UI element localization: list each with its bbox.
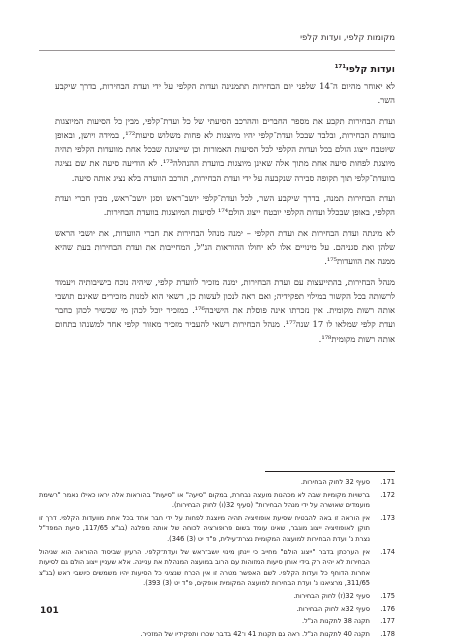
- running-head: מקומות קלפי, ועדות קלפי: [300, 33, 395, 43]
- paragraph: מנהל הבחירות, בהתייעצות עם ועדת הבחירות, ימנה מזכיר לוועדת קלפי, שיהיה נוכח בישיבותיה ויעמוד לרשותה בכל הקשור במילוי תפקידיה; ואם ראה לנכון לעשות כן, רשאי הוא למנות מזכירים שאינם תושבי אותה רשות מקומית. אין נזכרתו אינה פוסלת את הישיבה¹⁷⁶. כמזכיר יוכל לכהן מי שכשיר לכהן כחבר ועדת קלפי שמלאו לו 17 שנה¹⁷⁷. מנהל הבחירות רשאי להעביר מזכיר מאזור קלפי אחד למשנהו בתחום אותה רשות מקומית¹⁷⁸.: [55, 276, 395, 344]
- footnote-number: 177.: [380, 617, 395, 626]
- footnote: [39, 604, 395, 615]
- footnote-text: תקנה 40 לתקנות הנ"ל. ראה גם תקנות 41 ו־42 בדבר שכרו ותפקידיו של המזכיר.: [140, 629, 370, 638]
- footnote: [39, 616, 395, 627]
- footnote-text: סעיף 32א לחוק הבחירות.: [296, 604, 370, 613]
- section-title-text: ועדות קלפי: [346, 64, 395, 75]
- footnote-number: 171.: [380, 478, 395, 486]
- footnote-number: 174.: [380, 547, 395, 556]
- footnote-text: ברשויות מקומיות שבה לא מכהנות מועצה נבחרת, במקום "סיעה" או "סיעות" בהוראות אלה יראו כאילו נאמר "רשימת מועמדים שאושרה על ידי מנהל הבחירות" (סעיף 32(ו) לחוק הבחירות).: [39, 490, 370, 510]
- footnote: [39, 629, 395, 640]
- paragraph: ועדת הבחירות תקבע את מספר החברים וההרכב הסיעתי של כל ועדת־קלפי, מבין כל הסיעות המיוצגות בוועדת הבחירות, ובלבד שבכל ועדת־קלפי יהיו מיוצגות לא פחות משלוש סיעות¹⁷², במידה ויושן, ובאופן שיוטבח ייצוג הולם בכל ועדות הקלפי לכל הסיעות האמורות וכן שייצוגה שבכל אחת מוועדות הקלפי תהיה מיוצגת לפחות סיעה אחת מתוך אלה שאינן מיוצגות בוועדת ההנהלה¹⁷³. לא הודיעה סיעה את שם נציגה בוועדת־קלפי תוך תקופה סבירה שנקבעה על ידי ועדת הבחירות, תורכב הוועדה בלא נציג אותה סיעה.: [55, 115, 395, 183]
- footnote-number: 175.: [380, 591, 395, 600]
- footnotes: [39, 477, 395, 641]
- footnote-text: תקנה 38 לתקנות הנ"ל.: [302, 617, 370, 626]
- header-rule: [39, 50, 395, 51]
- footnote-number: 172.: [380, 490, 395, 499]
- section-title: [55, 63, 395, 77]
- section-title-note: 171: [334, 63, 347, 70]
- footnote-text: אין הערכתן בדבר "ייצוג הולם" מחייב כי יינתן מינוי יושב־ראש של ועדת־קלפי. הרעיון שביסוד ההוראה הוא שניהול הבחירות לא יהיה רק בידי אותן סיעות המזוהות עם הרוב במועצה המנהלת את עניינה. אלא שעניין ייצוג הולם גם לסיעות אחרות הדוחף כל ועדות הקלפי. לשם האפשר מטרה זו אין הכרח שנציגי כל הסיעות יהיו משמשים כיושבי ראש (בג"צ 311/65, מרציאנו נ' ועדת הבחירות למועצה המקומית אופקים, פ"ד יט (3) 393).: [39, 547, 370, 588]
- footnote-text: אין הוראה זו באה להבטיח שסיעת אופוזיציה תהיה מיוצגת לפחות על ידי חבר אחד בכל אחת מוועדות הקלפי. דרך זו תוקן לאופוזיציה ייצוג מוגבר, שאינו עומד בשום פרופורציה לכוחה של אותה מפלגה (בג"צ 117/65, סיעת המפד"ל נצרת נ' ועדת הבחירות למועצה המקומית נצרת־עילית, פ"ד יט (3) 346).: [39, 513, 370, 543]
- footnote: [39, 490, 395, 511]
- paragraph: לא יאוחר מהיום ה־14 שלפני יום הבחירות תתמנינה ועדות הקלפי על ידי ועדת הבחירות, בדרך שיקבע השר.: [55, 81, 395, 106]
- footnote: [39, 591, 395, 602]
- footnote: [39, 513, 395, 545]
- paragraph: ועדת הבחירות תמנה, בדרך שיקבע השר, לכל ועדת־קלפי יושב־ראש וסגן יושב־ראש, מבין חברי ועדת הקלפי, באופן שבכלל ועדות הקלפי יובטח ייצוג הולם¹⁷⁴ לסיעות המיוצגות בוועדת הבחירות.: [55, 193, 395, 218]
- footnote-number: 176.: [380, 604, 395, 613]
- page-number: 101: [40, 606, 59, 616]
- footnote-rule: [265, 471, 395, 472]
- footnote-text: סעיף 32(ז) לחוק הבחירות.: [293, 591, 370, 600]
- footnote-text: סעיף 32 לחוק הבחירות.: [300, 478, 370, 486]
- footnote: [39, 547, 395, 589]
- footnote-number: 178.: [380, 629, 395, 638]
- paragraph: לא מינתה ועדת הבחירות את ועדת הקלפי – ימנה מנהל הבחירות את חברי הוועדות, את יושבי הראש שלהן ואת סגניהם. על מינויים אלו לא יחולו ההוראות הנ"ל, המחייבות את ועדת הבחירות בעת שהיא ממנה את הוועדות¹⁷⁵.: [55, 227, 395, 267]
- main-text: [55, 63, 395, 352]
- footnote-number: 173.: [380, 513, 395, 522]
- footnote: [39, 477, 395, 488]
